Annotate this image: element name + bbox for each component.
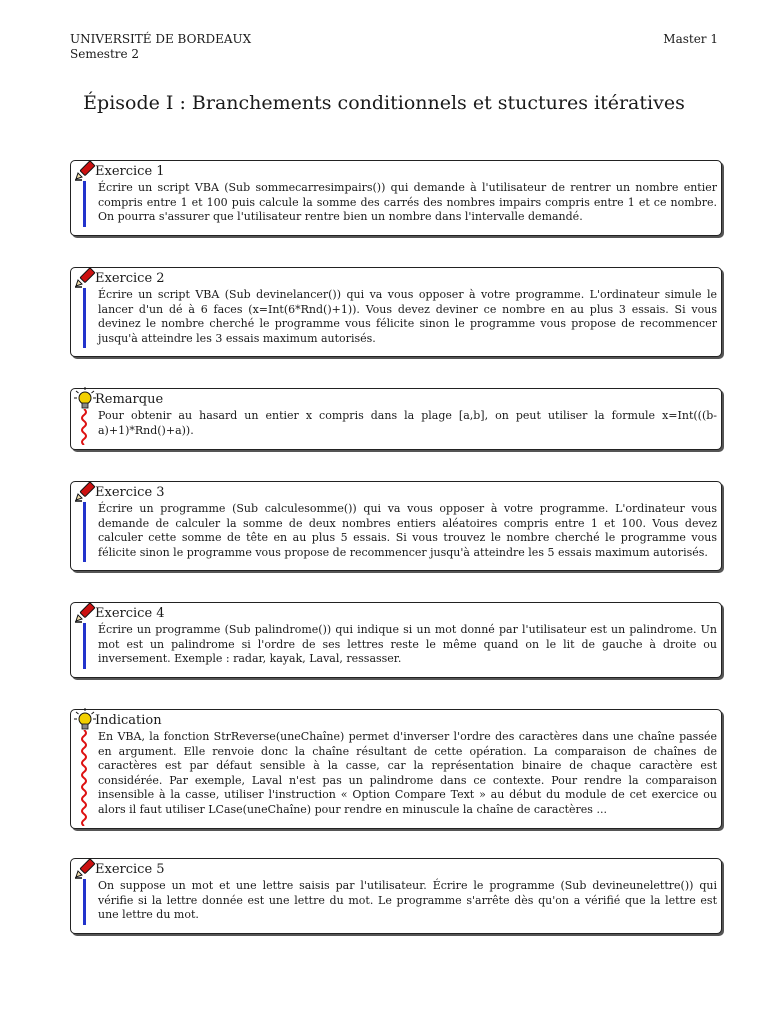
- exercise-box-1: [70, 160, 722, 236]
- exercise-bar: [83, 879, 86, 925]
- course-level: Master 1: [663, 32, 718, 46]
- exercise-bar: [83, 181, 86, 227]
- exercise-box-3: [70, 481, 722, 571]
- page-title: Épisode I : Branchements conditionnels et stuctures itératives: [83, 92, 685, 114]
- note-box-remarque: [70, 388, 722, 450]
- exercise-bar: [83, 502, 86, 562]
- pencil-icon: [73, 265, 97, 289]
- exercise-box-4: [70, 602, 722, 678]
- exercise-text: Écrire un programme (Sub calculesomme()) qui va vous opposer à votre programme. L'ordinateur vous demande de calculer la somme de deux nombres entiers aléatoires compris entre 1 et 100. Vous devez calculer cette somme de tête en au plus 5 essais. Si vous trouvez le nombre cherché le programme vous félicite sinon le programme vous propose de recommencer jusqu'à atteindre les 5 essais maximum autorisés.: [98, 502, 717, 559]
- exercise-bar: [83, 623, 86, 669]
- exercise-text: Écrire un script VBA (Sub devinelancer()) qui va vous opposer à votre programme. L'ordinateur simule le lancer d'un dé à 6 faces (x=Int(6*Rnd()+1)). Vous devez deviner ce nombre en au plus 3 essais. Si vous devinez le nombre cherché le programme vous félicite sinon le programme vous propose de recommencer jusqu'à atteindre les 3 essais maximum autorisés.: [98, 288, 717, 345]
- note-text: Pour obtenir au hasard un entier x compris dans la plage [a,b], on peut utiliser la formule x=Int(((b-a)+1)*Rnd()+a)).: [98, 409, 717, 437]
- exercise-text: Écrire un programme (Sub palindrome()) qui indique si un mot donné par l'utilisateur est un palindrome. Un mot est un palindrome si l'ordre de ses lettres reste le même quand on le lit de gauche à droite ou inversement. Exemple : radar, kayak, Laval, ressasser.: [98, 623, 717, 666]
- header-left: [70, 32, 251, 62]
- exercise-text: On suppose un mot et une lettre saisis par l'utilisateur. Écrire le programme (Sub devineunelettre()) qui vérifie si la lettre donnée est une lettre du mot. Le programme s'arrête dès qu'on a vérifié que la lettre est une lettre du mot.: [98, 879, 717, 922]
- exercise-title: Exercice 5: [95, 862, 165, 877]
- pencil-icon: [73, 600, 97, 624]
- note-text: En VBA, la fonction StrReverse(uneChaîne) permet d'inverser l'ordre des caractères dans une chaîne passée en argument. Elle renvoie donc la chaîne résultant de cette opération. La comparaison de chaînes de caractères est par défaut sensible à la casse, car la représentation binaire de chaque caractère est considérée. Par exemple, Laval n'est pas un palindrome dans ce contexte. Pour rendre la comparaison insensible à la casse, utiliser l'instruction « Option Compare Text » au début du module de cet exercice ou alors il faut utiliser LCase(uneChaîne) pour rendre en minuscule la chaîne de caractères ...: [98, 730, 717, 816]
- note-title: Indication: [95, 713, 162, 728]
- university-name: UNIVERSITÉ DE BORDEAUX: [70, 32, 252, 46]
- exercise-title: Exercice 2: [95, 271, 165, 286]
- pencil-icon: [73, 856, 97, 880]
- exercise-box-5: [70, 858, 722, 934]
- exercise-title: Exercice 1: [95, 164, 165, 179]
- lightbulb-icon: [74, 708, 96, 732]
- exercise-text: Écrire un script VBA (Sub sommecarresimpairs()) qui demande à l'utilisateur de rentrer un nombre entier compris entre 1 et 100 puis calcule la somme des carrés des nombres impairs compris entre 1 et ce nombre. On pourra s'assurer que l'utilisateur rentre bien un nombre dans l'intervalle demandé.: [98, 181, 717, 224]
- semester: Semestre 2: [70, 47, 140, 61]
- pencil-icon: [73, 158, 97, 182]
- note-box-indication: [70, 709, 722, 829]
- exercise-title: Exercice 4: [95, 606, 165, 621]
- exercise-bar: [83, 288, 86, 348]
- pencil-icon: [73, 479, 97, 503]
- exercise-title: Exercice 3: [95, 485, 165, 500]
- wavy-bar: [79, 730, 89, 826]
- wavy-bar: [79, 409, 89, 445]
- exercise-box-2: [70, 267, 722, 357]
- note-title: Remarque: [95, 392, 164, 407]
- lightbulb-icon: [74, 387, 96, 411]
